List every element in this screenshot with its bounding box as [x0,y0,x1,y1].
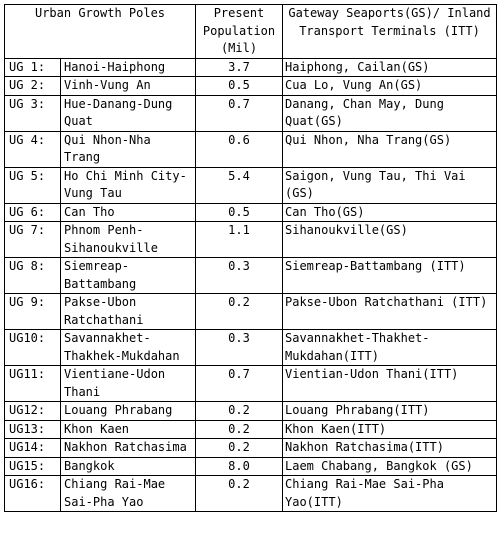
growth-pole-code: UG 1: [7,59,61,77]
gateway-cell: Can Tho(GS) [283,203,497,222]
table-row [5,330,497,366]
growth-pole-name: Pakse-Ubon Ratchathani [64,295,144,327]
growth-pole-cell [5,131,196,167]
header-urban-growth-poles: Urban Growth Poles [5,5,196,59]
growth-pole-name: Nakhon Ratchasima [64,440,187,454]
population-cell: 0.2 [196,439,283,458]
growth-pole-code: UG10: [7,330,61,365]
gateway-cell: Cua Lo, Vung An(GS) [283,77,497,96]
population-cell: 0.2 [196,476,283,512]
growth-pole-code: UG13: [7,421,61,439]
growth-pole-cell [5,402,196,421]
growth-pole-name: Bangkok [64,458,115,473]
gateway-cell: Siemreap-Battambang (ITT) [283,258,497,294]
gateway-cell: Sihanoukville(GS) [283,222,497,258]
population-cell: 5.4 [196,167,283,203]
header-gateway: Gateway Seaports(GS)/ Inland Transport Terminals (ITT) [283,5,497,59]
population-cell: 0.3 [196,258,283,294]
growth-pole-code: UG 2: [7,77,61,95]
population-cell: 0.5 [196,203,283,222]
growth-pole-cell [5,330,196,366]
growth-pole-code: UG15: [7,458,61,476]
gateway-cell: Nakhon Ratchasima(ITT) [283,439,497,458]
population-cell: 0.6 [196,131,283,167]
gateway-cell: Laem Chabang, Bangkok (GS) [283,457,497,476]
population-cell: 1.1 [196,222,283,258]
growth-pole-name: Louang Phrabang [64,403,173,417]
growth-pole-code: UG 4: [7,132,61,167]
population-cell: 0.7 [196,95,283,131]
population-cell: 0.3 [196,330,283,366]
growth-pole-cell [5,457,196,476]
growth-pole-name: Hue-Danang-Dung Quat [64,96,173,128]
population-cell: 0.5 [196,77,283,96]
gateway-cell: Saigon, Vung Tau, Thi Vai (GS) [283,167,497,203]
table-row [5,131,497,167]
table-row [5,439,497,458]
table-row [5,294,497,330]
table-row [5,476,497,512]
growth-pole-code: UG 7: [7,222,61,257]
growth-pole-code: UG11: [7,366,61,401]
growth-pole-code: UG14: [7,439,61,457]
growth-pole-cell [5,222,196,258]
growth-pole-code: UG 8: [7,258,61,293]
growth-pole-code: UG 3: [7,96,61,131]
population-cell: 0.2 [196,402,283,421]
table-row [5,222,497,258]
table-row [5,457,497,476]
growth-pole-name: Ho Chi Minh City-Vung Tau [64,168,187,200]
growth-pole-code: UG 5: [7,168,61,203]
growth-pole-name: Savannakhet-Thakhek-Mukdahan [64,331,180,363]
header-population: Present Population (Mil) [196,5,283,59]
growth-pole-cell [5,77,196,96]
growth-pole-cell [5,167,196,203]
header-row [5,5,497,59]
table-row [5,167,497,203]
population-cell: 0.2 [196,294,283,330]
growth-pole-name: Chiang Rai-Mae Sai-Pha Yao [64,477,166,509]
gateway-cell: Danang, Chan May, Dung Quat(GS) [283,95,497,131]
growth-pole-name: Vinh-Vung An [64,78,151,92]
growth-pole-cell [5,439,196,458]
growth-pole-cell [5,203,196,222]
growth-pole-name: Can Tho [64,204,115,219]
growth-pole-name: Qui Nhon-Nha Trang [64,132,151,164]
growth-pole-code: UG12: [7,402,61,420]
gateway-cell: Qui Nhon, Nha Trang(GS) [283,131,497,167]
gateway-cell: Khon Kaen(ITT) [283,420,497,439]
growth-pole-name: Vientiane-Udon Thani [64,367,166,399]
growth-pole-name: Phnom Penh-Sihanoukville [64,223,158,255]
growth-pole-cell [5,294,196,330]
table-row [5,77,497,96]
urban-growth-poles-table [4,4,497,512]
growth-pole-cell [5,258,196,294]
table-row [5,420,497,439]
growth-pole-code: UG16: [7,476,61,511]
gateway-cell: Pakse-Ubon Ratchathani (ITT) [283,294,497,330]
table-row [5,258,497,294]
population-cell: 0.2 [196,420,283,439]
gateway-cell: Chiang Rai-Mae Sai-Pha Yao(ITT) [283,476,497,512]
table-row [5,95,497,131]
growth-pole-cell [5,476,196,512]
table-body [5,58,497,512]
growth-pole-name: Hanoi-Haiphong [64,59,166,74]
gateway-cell: Vientian-Udon Thani(ITT) [283,366,497,402]
table-row [5,402,497,421]
gateway-cell: Louang Phrabang(ITT) [283,402,497,421]
population-cell: 3.7 [196,58,283,77]
table-row [5,203,497,222]
growth-pole-cell [5,366,196,402]
growth-pole-cell [5,58,196,77]
growth-pole-code: UG 6: [7,204,61,222]
table-row [5,366,497,402]
gateway-cell: Haiphong, Cailan(GS) [283,58,497,77]
population-cell: 8.0 [196,457,283,476]
gateway-cell: Savannakhet-Thakhet-Mukdahan(ITT) [283,330,497,366]
growth-pole-code: UG 9: [7,294,61,329]
population-cell: 0.7 [196,366,283,402]
table-row [5,58,497,77]
growth-pole-name: Siemreap-Battambang [64,259,137,291]
growth-pole-cell [5,420,196,439]
growth-pole-name: Khon Kaen [64,421,130,436]
growth-pole-cell [5,95,196,131]
